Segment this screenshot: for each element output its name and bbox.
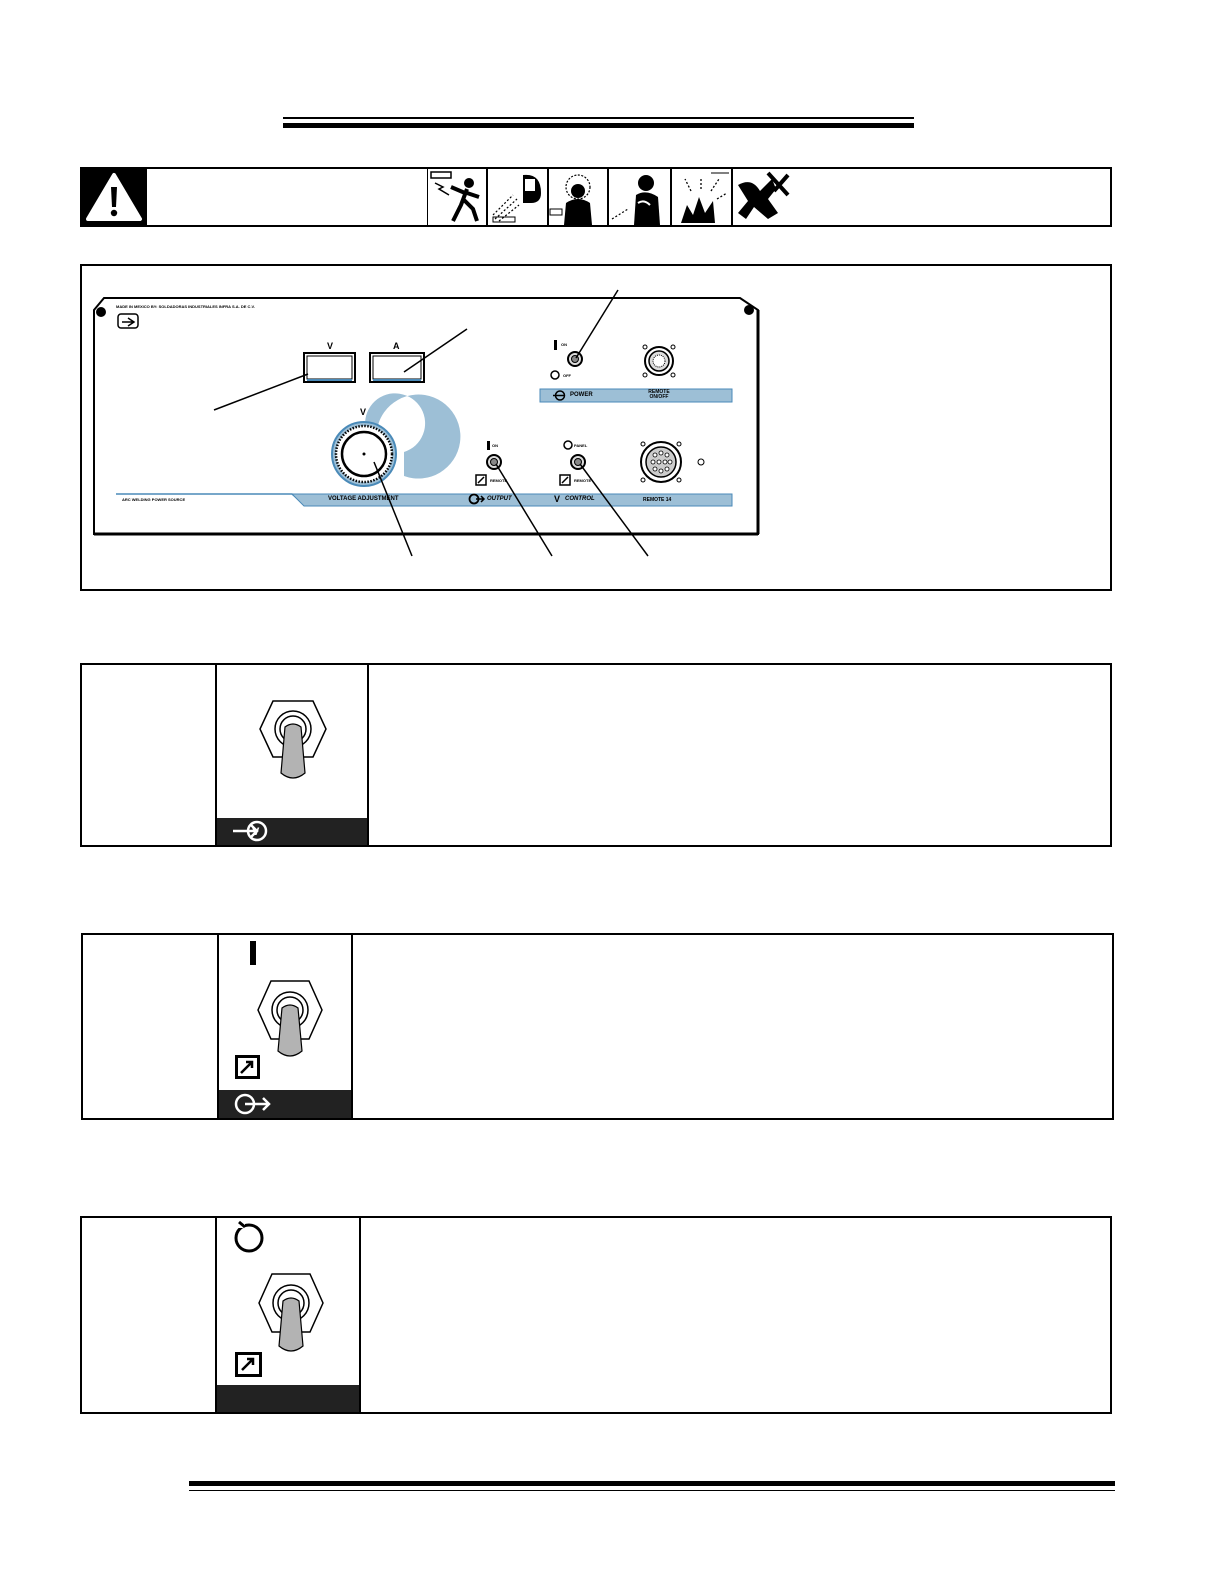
arc-rays-icon: [493, 175, 541, 222]
panel-label: PANEL: [574, 443, 588, 448]
switch-box-vcontrol: [80, 1216, 1112, 1414]
hot-parts-icon: [612, 175, 660, 225]
explosion-icon: [681, 173, 729, 223]
warning-banner: [80, 167, 1112, 227]
voltage-adjustment-label: VOLTAGE ADJUSTMENT: [328, 496, 399, 502]
remote14-label: REMOTE 14: [643, 497, 672, 503]
svg-text:V: V: [252, 826, 260, 838]
remote-onoff-label: REMOTE ON/OFF: [648, 389, 670, 400]
fumes-icon: [550, 175, 592, 225]
header-rule-thin: [283, 117, 914, 119]
toggle-switch-icon: [259, 1274, 323, 1351]
made-in-text: MADE IN MEXICO BY: SOLDADORAS INDUSTRIALES INFRA S.A. DE C.V.: [116, 304, 255, 309]
power-label: POWER: [570, 392, 593, 398]
v-control-v: V: [554, 494, 561, 504]
electric-shock-icon: [431, 172, 479, 221]
output-remote-label: REMOTE: [490, 478, 508, 483]
knob-v-label: V: [360, 407, 367, 417]
moving-parts-icon: [738, 173, 788, 219]
remote-arrow-icon: [235, 1352, 262, 1377]
warning-triangle-icon: [82, 169, 147, 225]
panel-circle-icon: [236, 1220, 262, 1251]
toggle-switch-icon: [260, 701, 326, 778]
output-label: OUTPUT: [487, 496, 512, 502]
remote-arrow-icon: [235, 1055, 260, 1079]
front-panel-figure: [80, 264, 1112, 591]
vcontrol-switch-illustration: [215, 1218, 361, 1412]
hazard-icon-strip: [427, 169, 793, 225]
meter-v-label: V: [327, 341, 334, 351]
output-switch-illustration: [217, 935, 353, 1118]
toggle-switch-icon: [258, 981, 322, 1056]
power-switch-illustration: [215, 665, 369, 845]
footer-rule-thin: [189, 1490, 1115, 1491]
switch-box-output: [81, 933, 1114, 1120]
v-control-label: CONTROL: [565, 496, 595, 502]
header-rule-thick: [283, 123, 914, 128]
switch-box-power: [80, 663, 1112, 847]
meter-a-label: A: [393, 341, 400, 351]
power-off-label: OFF: [563, 373, 571, 378]
footer-rule-thick: [189, 1481, 1115, 1486]
output-on-label: ON: [492, 443, 498, 448]
power-on-label: ON: [561, 342, 567, 347]
arc-welding-label: ARC WELDING POWER SOURCE: [122, 497, 186, 502]
front-panel-drawing: [82, 266, 1110, 589]
vcontrol-remote-label: REMOTE: [574, 478, 592, 483]
